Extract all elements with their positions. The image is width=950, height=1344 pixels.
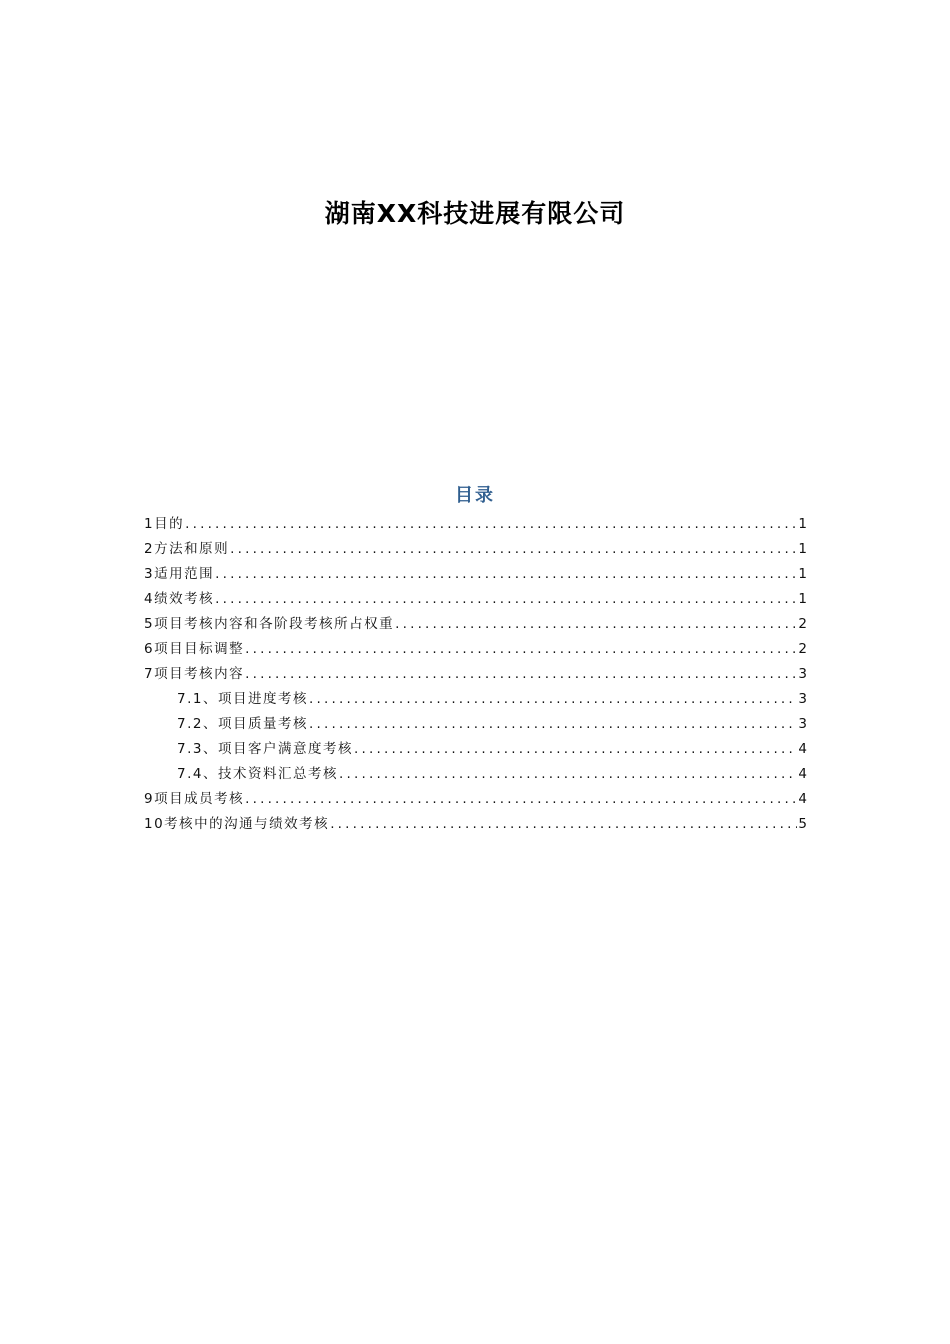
company-title: 湖南XX科技进展有限公司 [324,199,626,228]
toc-entry-purpose[interactable] [144,512,807,537]
toc-entry-label: 10考核中的沟通与绩效考核 [144,816,330,832]
toc-dot-leader [395,612,797,637]
toc-title: 目录 [455,485,495,506]
toc-entry-label: 7.4、技术资料汇总考核 [177,766,338,782]
toc-dot-leader [354,737,797,762]
toc-dot-leader [245,637,797,662]
toc-entry-page: 3 [798,716,807,732]
toc-entry-label: 4绩效考核 [144,591,215,607]
toc-entry-label: 5项目考核内容和各阶段考核所占权重 [144,616,395,632]
toc-entry-weights[interactable] [144,612,807,637]
toc-subentry-documentation[interactable] [144,762,807,787]
toc-dot-leader [185,512,797,537]
toc-entry-performance[interactable] [144,587,807,612]
toc-subentry-quality[interactable] [144,712,807,737]
toc-dot-leader [215,587,797,612]
toc-dot-leader [230,537,797,562]
toc-entry-page: 5 [798,816,807,832]
toc-entry-page: 4 [798,741,807,757]
toc-entry-methods[interactable] [144,537,807,562]
toc-entry-page: 3 [798,691,807,707]
toc-entry-assessment-content[interactable] [144,662,807,687]
toc-dot-leader [245,662,797,687]
toc-entry-page: 1 [798,591,807,607]
toc-entry-page: 1 [798,516,807,532]
toc-subentry-progress[interactable] [144,687,807,712]
toc-dot-leader [309,712,797,737]
toc-entry-label: 7.3、项目客户满意度考核 [177,741,353,757]
toc-dot-leader [339,762,797,787]
toc-entry-page: 2 [798,616,807,632]
toc-entry-label: 3适用范围 [144,566,215,582]
toc-entry-label: 7项目考核内容 [144,666,245,682]
toc-entry-page: 4 [798,766,807,782]
toc-entry-label: 7.2、项目质量考核 [177,716,308,732]
toc-subentry-satisfaction[interactable] [144,737,807,762]
toc-entry-page: 4 [798,791,807,807]
toc-entry-page: 2 [798,641,807,657]
toc-dot-leader [245,787,797,812]
toc-entry-page: 3 [798,666,807,682]
toc-entry-communication[interactable] [144,812,807,837]
toc-entry-label: 1目的 [144,516,185,532]
toc-entry-page: 1 [798,566,807,582]
table-of-contents [144,512,807,837]
toc-entry-page: 1 [798,541,807,557]
toc-dot-leader [215,562,797,587]
toc-entry-members[interactable] [144,787,807,812]
toc-dot-leader [330,812,797,837]
toc-dot-leader [309,687,797,712]
toc-entry-label: 9项目成员考核 [144,791,245,807]
toc-entry-goal-adjustment[interactable] [144,637,807,662]
toc-entry-label: 2方法和原则 [144,541,230,557]
toc-entry-label: 6项目目标调整 [144,641,245,657]
toc-entry-scope[interactable] [144,562,807,587]
toc-entry-label: 7.1、项目进度考核 [177,691,308,707]
